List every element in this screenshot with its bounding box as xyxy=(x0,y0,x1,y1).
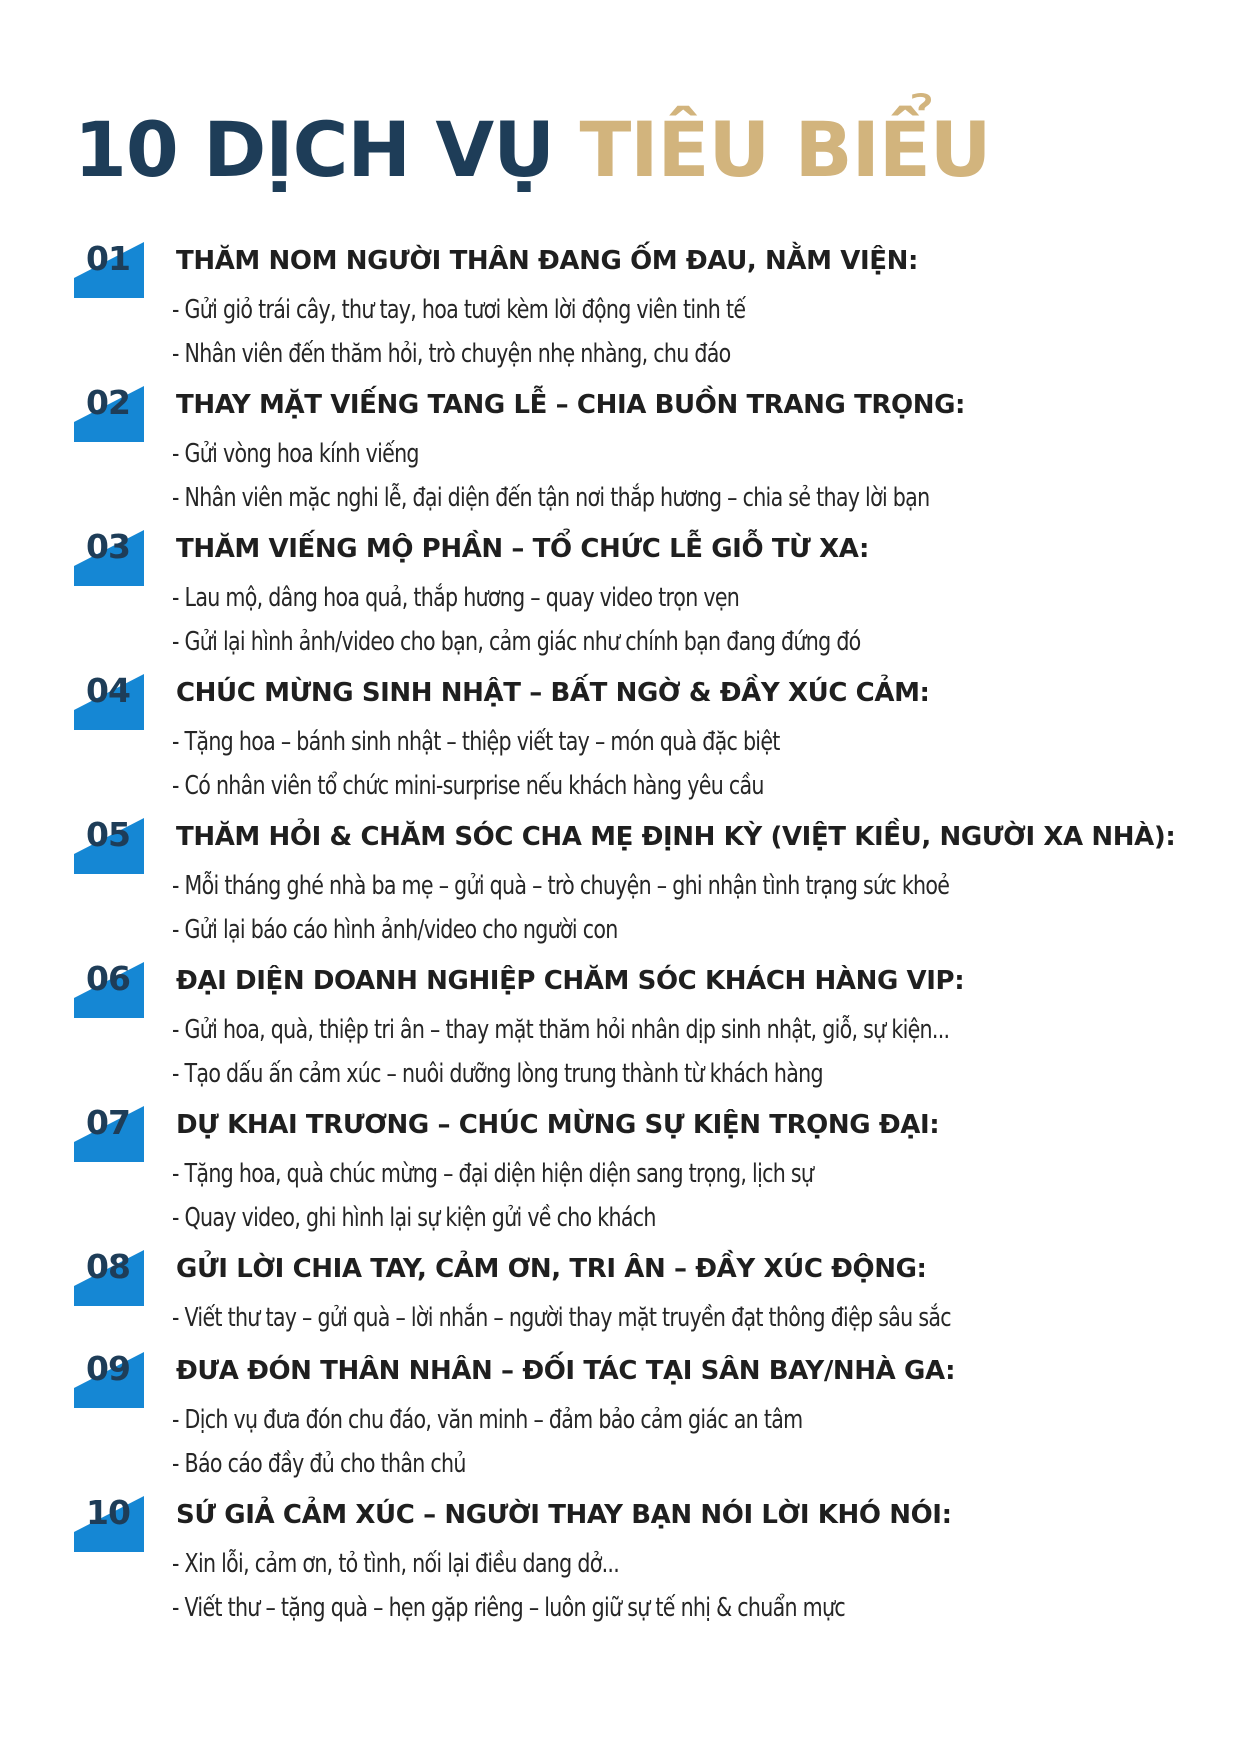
service-item xyxy=(0,960,1240,1100)
service-heading: ĐƯA ĐÓN THÂN NHÂN – ĐỐI TÁC TẠI SÂN BAY/NHÀ GA: xyxy=(176,1356,956,1386)
service-details xyxy=(172,288,823,376)
service-detail-line: - Xin lỗi, cảm ơn, tỏ tình, nối lại điều dang dở... xyxy=(172,1549,620,1579)
service-number: 03 xyxy=(86,527,130,566)
service-detail-line: - Tạo dấu ấn cảm xúc – nuôi dưỡng lòng trung thành từ khách hàng xyxy=(172,1059,823,1089)
service-details xyxy=(172,1296,1057,1340)
page-title-part-a: 10 DỊCH VỤ xyxy=(74,105,554,194)
service-number: 01 xyxy=(86,239,130,278)
service-detail-line: - Gửi hoa, quà, thiệp tri ân – thay mặt thăm hỏi nhân dịp sinh nhật, giỗ, sự kiện... xyxy=(172,1015,950,1045)
service-detail-line: - Viết thư tay – gửi quà – lời nhắn – người thay mặt truyền đạt thông điệp sâu sắc xyxy=(172,1303,951,1333)
service-heading: SỨ GIẢ CẢM XÚC – NGƯỜI THAY BẠN NÓI LỜI KHÓ NÓI: xyxy=(176,1500,952,1530)
service-detail-line: - Lau mộ, dâng hoa quả, thắp hương – quay video trọn vẹn xyxy=(172,583,740,613)
service-number-badge xyxy=(74,671,146,730)
service-number-badge xyxy=(74,239,146,298)
service-item xyxy=(0,672,1240,812)
service-heading: THĂM HỎI & CHĂM SÓC CHA MẸ ĐỊNH KỲ (VIỆT KIỀU, NGƯỜI XA NHÀ): xyxy=(176,822,1176,852)
service-item xyxy=(0,528,1240,668)
service-number-badge xyxy=(74,1349,146,1408)
service-heading: GỬI LỜI CHIA TAY, CẢM ƠN, TRI ÂN – ĐẦY XÚC ĐỘNG: xyxy=(176,1254,927,1284)
service-detail-line: - Nhân viên đến thăm hỏi, trò chuyện nhẹ nhàng, chu đáo xyxy=(172,339,731,369)
service-detail-line: - Báo cáo đầy đủ cho thân chủ xyxy=(172,1449,466,1479)
service-detail-line: - Dịch vụ đưa đón chu đáo, văn minh – đảm bảo cảm giác an tâm xyxy=(172,1405,803,1435)
service-number: 07 xyxy=(86,1103,130,1142)
service-details xyxy=(172,864,1055,952)
service-details xyxy=(172,576,954,664)
service-item xyxy=(0,240,1240,380)
service-heading: CHÚC MỪNG SINH NHẬT – BẤT NGỜ & ĐẦY XÚC CẢM: xyxy=(176,678,930,708)
service-number-badge xyxy=(74,959,146,1018)
service-details xyxy=(172,1152,901,1240)
service-number-badge xyxy=(74,383,146,442)
service-item xyxy=(0,1104,1240,1244)
service-number: 09 xyxy=(86,1349,130,1388)
service-detail-line: - Có nhân viên tổ chức mini-surprise nếu khách hàng yêu cầu xyxy=(172,771,764,801)
service-item xyxy=(0,384,1240,524)
service-detail-line: - Viết thư – tặng quà – hẹn gặp riêng – luôn giữ sự tế nhị & chuẩn mực xyxy=(172,1593,845,1623)
service-number-badge xyxy=(74,1103,146,1162)
service-item xyxy=(0,1494,1240,1634)
service-details xyxy=(172,1398,888,1486)
service-detail-line: - Tặng hoa – bánh sinh nhật – thiệp viết tay – món quà đặc biệt xyxy=(172,727,780,757)
page-title xyxy=(74,105,991,194)
service-detail-line: - Gửi vòng hoa kính viếng xyxy=(172,439,419,469)
service-number: 05 xyxy=(86,815,130,854)
service-heading: THĂM NOM NGƯỜI THÂN ĐANG ỐM ĐAU, NẰM VIỆN: xyxy=(176,246,918,276)
service-number-badge xyxy=(74,1493,146,1552)
service-number-badge xyxy=(74,1247,146,1306)
service-details xyxy=(172,1542,937,1630)
service-details xyxy=(172,432,1033,520)
service-detail-line: - Gửi giỏ trái cây, thư tay, hoa tươi kèm lời động viên tinh tế xyxy=(172,295,746,325)
service-detail-line: - Nhân viên mặc nghi lễ, đại diện đến tận nơi thắp hương – chia sẻ thay lời bạn xyxy=(172,483,930,513)
service-number-badge xyxy=(74,527,146,586)
service-item xyxy=(0,1350,1240,1490)
service-number-badge xyxy=(74,815,146,874)
service-detail-line: - Tặng hoa, quà chúc mừng – đại diện hiện diện sang trọng, lịch sự xyxy=(172,1159,814,1189)
service-details xyxy=(172,1008,1055,1096)
service-number: 02 xyxy=(86,383,130,422)
service-number: 08 xyxy=(86,1247,130,1286)
service-heading: DỰ KHAI TRƯƠNG – CHÚC MỪNG SỰ KIỆN TRỌNG ĐẠI: xyxy=(176,1110,940,1140)
service-details xyxy=(172,720,863,808)
service-detail-line: - Quay video, ghi hình lại sự kiện gửi về cho khách xyxy=(172,1203,656,1233)
page-title-part-b: TIÊU BIỂU xyxy=(579,105,991,194)
service-detail-line: - Gửi lại báo cáo hình ảnh/video cho người con xyxy=(172,915,618,945)
service-heading: ĐẠI DIỆN DOANH NGHIỆP CHĂM SÓC KHÁCH HÀNG VIP: xyxy=(176,966,965,996)
service-heading: THAY MẶT VIẾNG TANG LỄ – CHIA BUỒN TRANG TRỌNG: xyxy=(176,390,966,420)
service-detail-line: - Mỗi tháng ghé nhà ba mẹ – gửi quà – trò chuyện – ghi nhận tình trạng sức khoẻ xyxy=(172,871,950,901)
service-heading: THĂM VIẾNG MỘ PHẦN – TỔ CHỨC LỄ GIỖ TỪ XA: xyxy=(176,534,869,564)
service-detail-line: - Gửi lại hình ảnh/video cho bạn, cảm giác như chính bạn đang đứng đó xyxy=(172,627,861,657)
service-number: 04 xyxy=(86,671,130,710)
service-item xyxy=(0,816,1240,956)
service-number: 06 xyxy=(86,959,130,998)
service-number: 10 xyxy=(86,1493,130,1532)
